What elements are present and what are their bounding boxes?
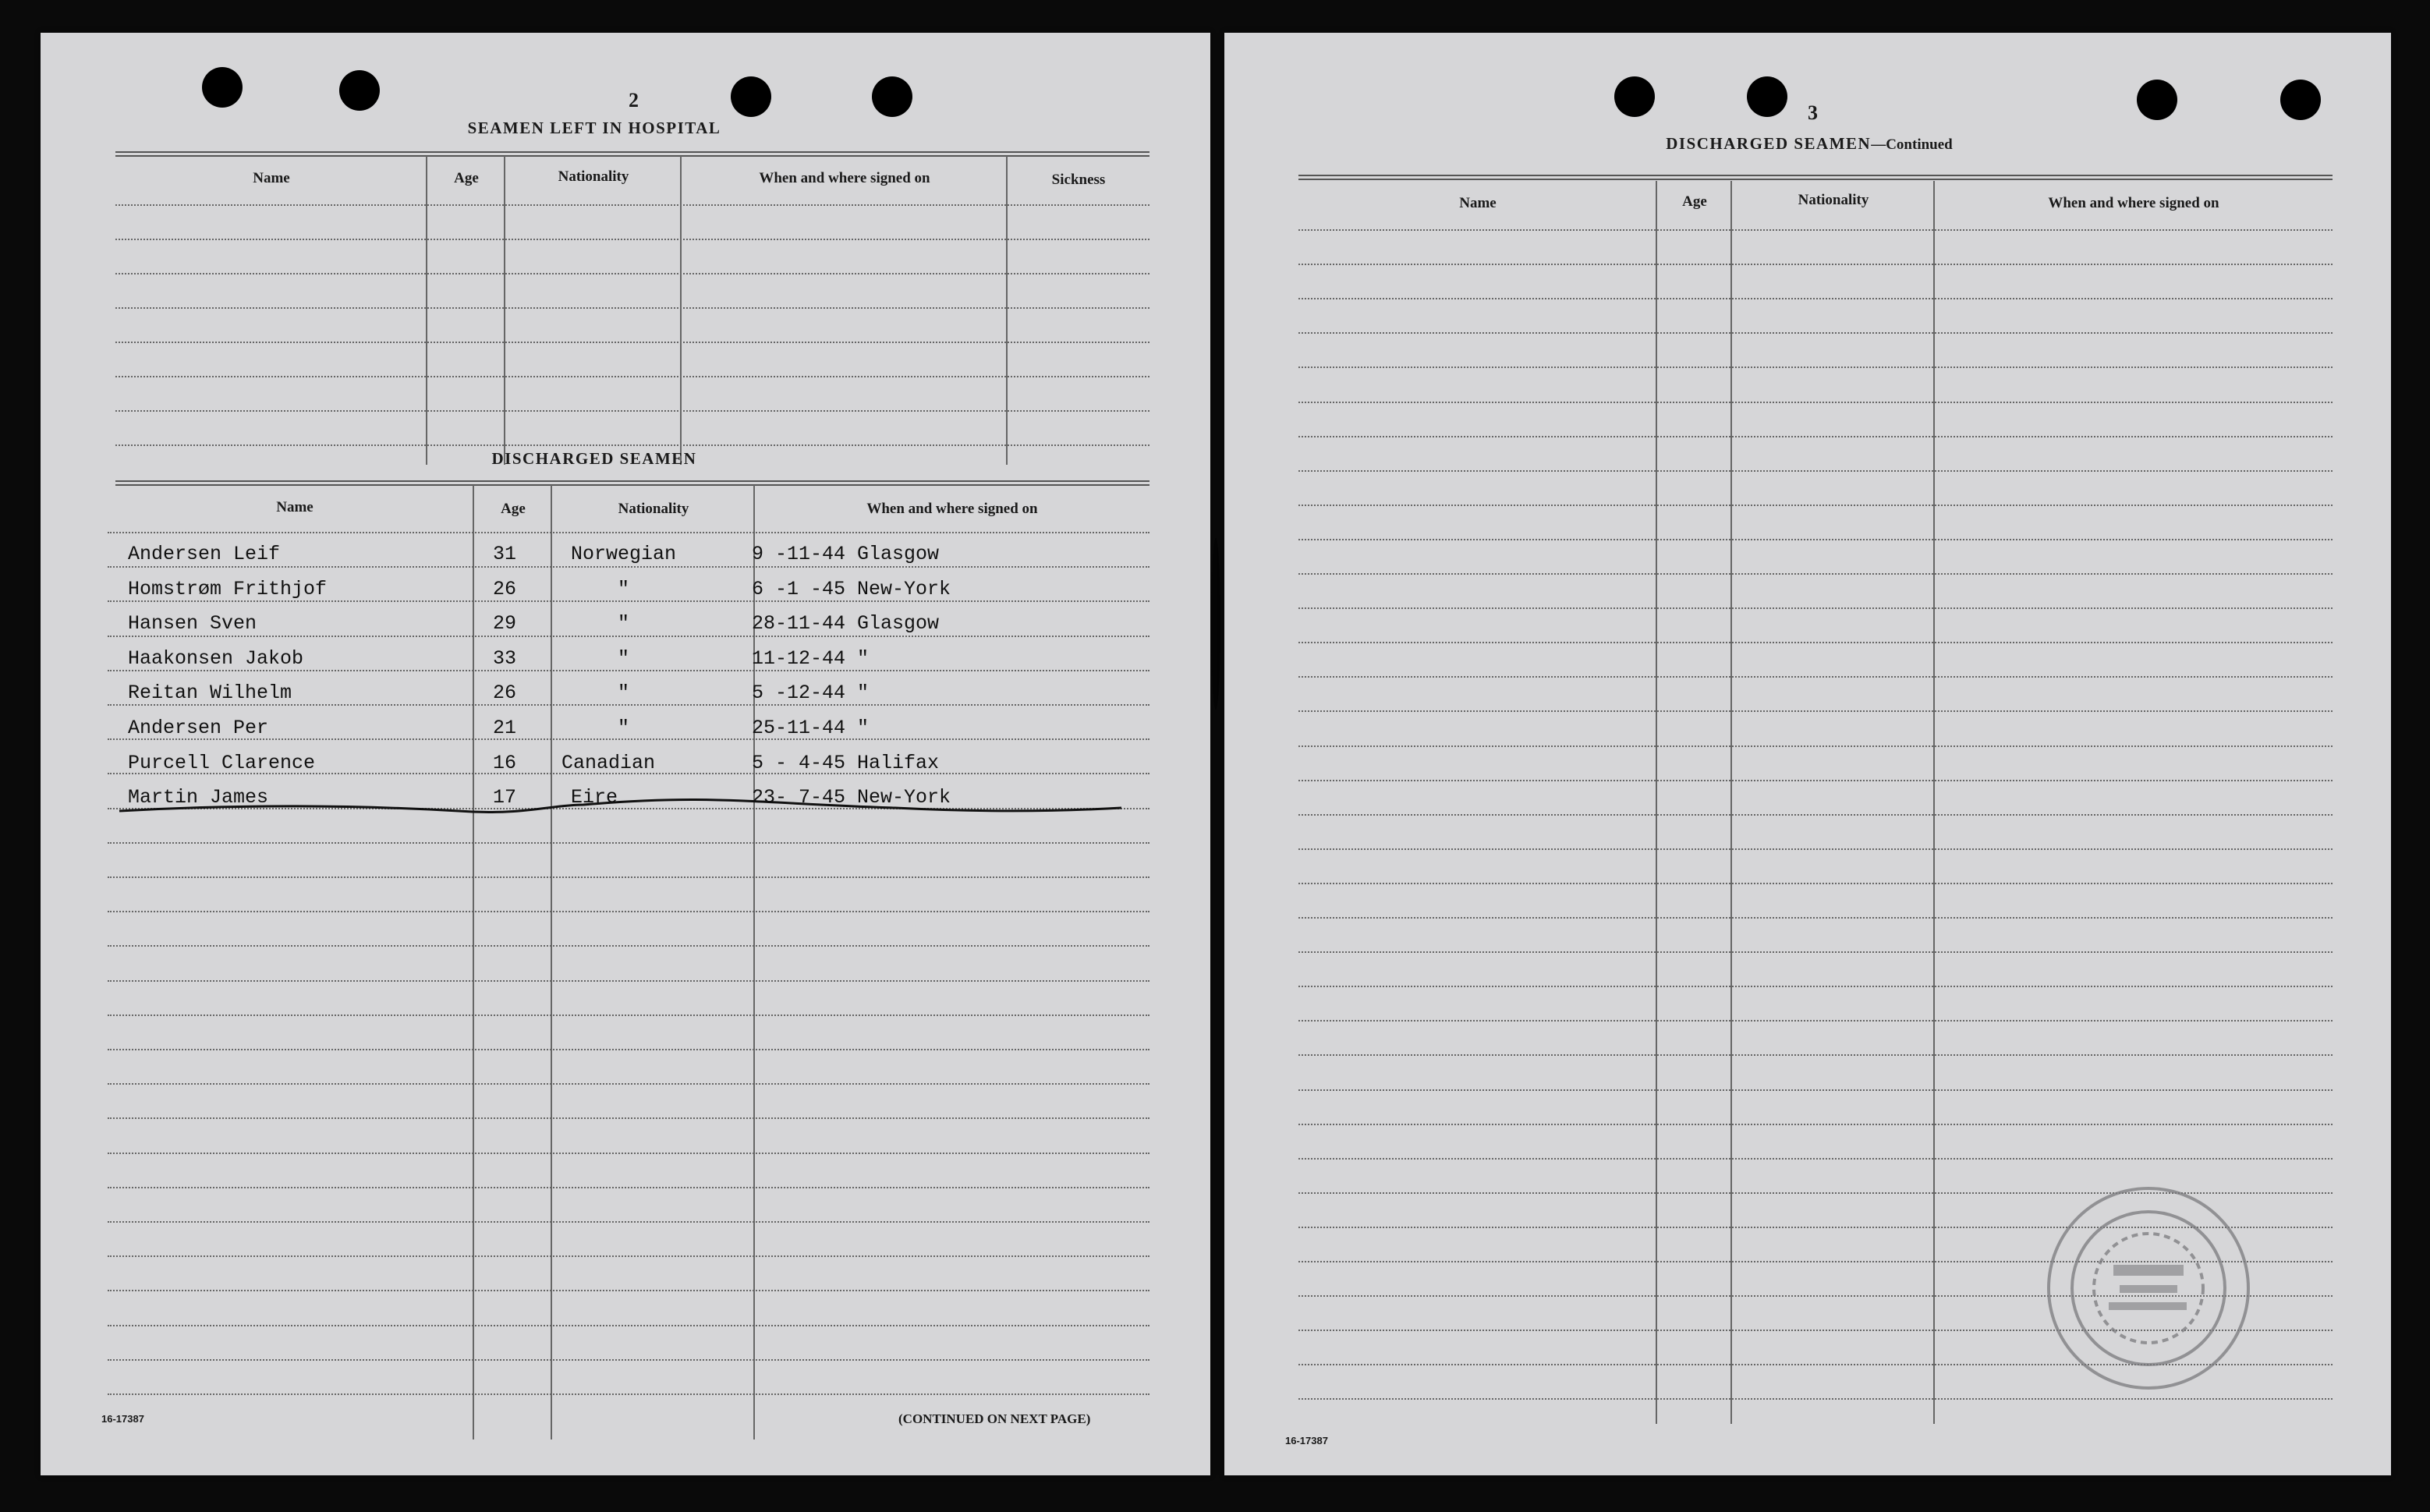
punch-hole <box>339 70 380 111</box>
ruled-line <box>1298 332 2333 334</box>
table-rule <box>1298 175 2333 180</box>
table-rule <box>115 480 1149 486</box>
left-page <box>41 33 1210 1475</box>
ruled-line <box>1298 642 2333 643</box>
discharged-age: 31 <box>493 543 517 565</box>
col-header-name: Name <box>276 499 313 515</box>
discharged-nationality: Canadian <box>561 751 656 774</box>
ruled-line <box>115 376 1149 377</box>
discharged-age: 21 <box>493 717 517 739</box>
right-page <box>1224 33 2391 1475</box>
discharged-signed-on: 25-11-44 " <box>752 717 870 739</box>
ruled-line <box>108 532 1149 533</box>
form-number: 16-17387 <box>101 1413 144 1425</box>
discharged-age: 29 <box>493 612 517 636</box>
ruled-line <box>108 1359 1149 1361</box>
col-header-age: Age <box>1682 193 1707 210</box>
binding-shadow <box>1211 538 1220 710</box>
ruled-line <box>1298 1089 2333 1091</box>
punch-hole <box>202 67 243 108</box>
discharged-nationality: " <box>618 682 630 705</box>
col-header-signed-on: When and where signed on <box>866 501 1038 517</box>
discharged-signed-on: 5 -12-44 " <box>752 682 870 705</box>
ruled-line <box>115 273 1149 274</box>
col-header-nationality: Nationality <box>618 501 689 517</box>
ruled-line <box>1298 780 2333 781</box>
received-stamp <box>2028 1171 2269 1405</box>
discharged-name: Haakonsen Jakob <box>128 646 304 670</box>
ruled-line <box>1298 1054 2333 1056</box>
ruled-line <box>1298 710 2333 712</box>
ruled-line <box>115 239 1149 240</box>
discharged-name: Andersen Per <box>128 717 269 739</box>
ruled-line <box>108 600 1149 602</box>
ruled-line <box>108 945 1149 947</box>
punch-hole <box>872 76 912 117</box>
discharged-name: Reitan Wilhelm <box>128 682 292 705</box>
discharged-name: Hansen Sven <box>128 612 257 636</box>
discharged-name: Homstrøm Frithjof <box>128 577 328 600</box>
discharged-nationality: " <box>618 646 630 670</box>
discharged-signed-on: 9 -11-44 Glasgow <box>752 543 940 565</box>
ruled-line <box>108 636 1149 637</box>
discharged-signed-on: 28-11-44 Glasgow <box>752 612 940 636</box>
ruled-line <box>1298 814 2333 816</box>
ruled-line <box>108 566 1149 568</box>
ruled-line <box>108 1014 1149 1016</box>
ruled-line <box>1298 676 2333 678</box>
discharged-signed-on: 23- 7-45 New-York <box>752 786 951 809</box>
ruled-line <box>1298 470 2333 472</box>
page-number: 3 <box>1808 101 1818 124</box>
col-header-name: Name <box>1459 195 1497 211</box>
col-header-signed-on: When and where signed on <box>2048 195 2219 211</box>
ruled-line <box>115 444 1149 446</box>
discharged-nationality: " <box>618 577 630 600</box>
discharged-name: Purcell Clarence <box>128 751 316 774</box>
ruled-line <box>108 1153 1149 1154</box>
col-header-age: Age <box>454 170 479 186</box>
punch-hole <box>1747 76 1787 117</box>
ruled-line <box>1298 573 2333 575</box>
strike-through-line <box>115 781 1129 836</box>
col-header-signed-on: When and where signed on <box>759 170 930 186</box>
discharged-age: 26 <box>493 682 517 705</box>
ruled-line <box>108 1393 1149 1395</box>
form-number: 16-17387 <box>1285 1435 1328 1446</box>
ruled-line <box>1298 986 2333 987</box>
discharged-signed-on: 6 -1 -45 New-York <box>752 577 951 600</box>
ruled-line <box>115 307 1149 309</box>
ruled-line <box>1298 883 2333 884</box>
ruled-line <box>108 1117 1149 1119</box>
ruled-line <box>108 1083 1149 1085</box>
ruled-line <box>108 980 1149 982</box>
ruled-line <box>108 842 1149 844</box>
title-text: DISCHARGED SEAMEN <box>1666 134 1872 153</box>
ruled-line <box>1298 402 2333 403</box>
ruled-line <box>1298 1158 2333 1160</box>
punch-hole <box>1614 76 1655 117</box>
ruled-line <box>1298 917 2333 919</box>
ruled-line <box>1298 1020 2333 1022</box>
discharged-section-title: DISCHARGED SEAMEN <box>491 449 697 468</box>
ruled-line <box>108 1255 1149 1257</box>
ruled-line <box>108 1049 1149 1050</box>
discharged-nationality: Eire <box>571 786 618 809</box>
col-header-name: Name <box>253 170 290 186</box>
ruled-line <box>1298 366 2333 368</box>
discharged-nationality: " <box>618 717 630 739</box>
col-header-sickness: Sickness <box>1051 172 1106 188</box>
title-suffix: —Continued <box>1871 136 1953 153</box>
ruled-line <box>108 1325 1149 1326</box>
discharged-signed-on: 11-12-44 " <box>752 646 870 670</box>
discharged-age: 16 <box>493 751 517 774</box>
discharged-nationality: " <box>618 612 630 636</box>
discharged-age: 26 <box>493 577 517 600</box>
ruled-line <box>108 1290 1149 1291</box>
col-header-age: Age <box>501 501 526 517</box>
ruled-line <box>1298 229 2333 231</box>
ruled-line <box>108 1187 1149 1188</box>
discharged-name: Andersen Leif <box>128 543 281 565</box>
ruled-line <box>108 1221 1149 1223</box>
table-rule <box>115 151 1149 157</box>
discharged-signed-on: 5 - 4-45 Halifax <box>752 751 940 774</box>
ruled-line <box>1298 436 2333 437</box>
col-header-nationality: Nationality <box>558 168 629 185</box>
ruled-line <box>108 876 1149 878</box>
ruled-line <box>108 670 1149 671</box>
ruled-line <box>1298 505 2333 506</box>
discharged-continued-title <box>1552 134 2067 154</box>
page-number: 2 <box>629 89 639 112</box>
discharged-name: Martin James <box>128 786 269 809</box>
ruled-line <box>1298 1124 2333 1125</box>
discharged-age: 17 <box>493 786 517 809</box>
punch-hole <box>731 76 771 117</box>
discharged-nationality: Norwegian <box>571 543 677 565</box>
ruled-line <box>1298 607 2333 609</box>
ruled-line <box>115 342 1149 343</box>
ruled-line <box>1298 951 2333 953</box>
hospital-section-title: SEAMEN LEFT IN HOSPITAL <box>467 119 721 137</box>
col-header-nationality: Nationality <box>1798 192 1869 208</box>
ruled-line <box>108 911 1149 912</box>
punch-hole <box>2137 80 2177 120</box>
ruled-line <box>1298 745 2333 747</box>
ruled-line <box>1298 848 2333 850</box>
discharged-age: 33 <box>493 646 517 670</box>
ruled-line <box>115 204 1149 206</box>
ruled-line <box>1298 298 2333 299</box>
ruled-line <box>115 410 1149 412</box>
ruled-line <box>1298 539 2333 540</box>
ruled-line <box>1298 264 2333 265</box>
punch-hole <box>2280 80 2321 120</box>
continued-note: (CONTINUED ON NEXT PAGE) <box>898 1411 1091 1426</box>
